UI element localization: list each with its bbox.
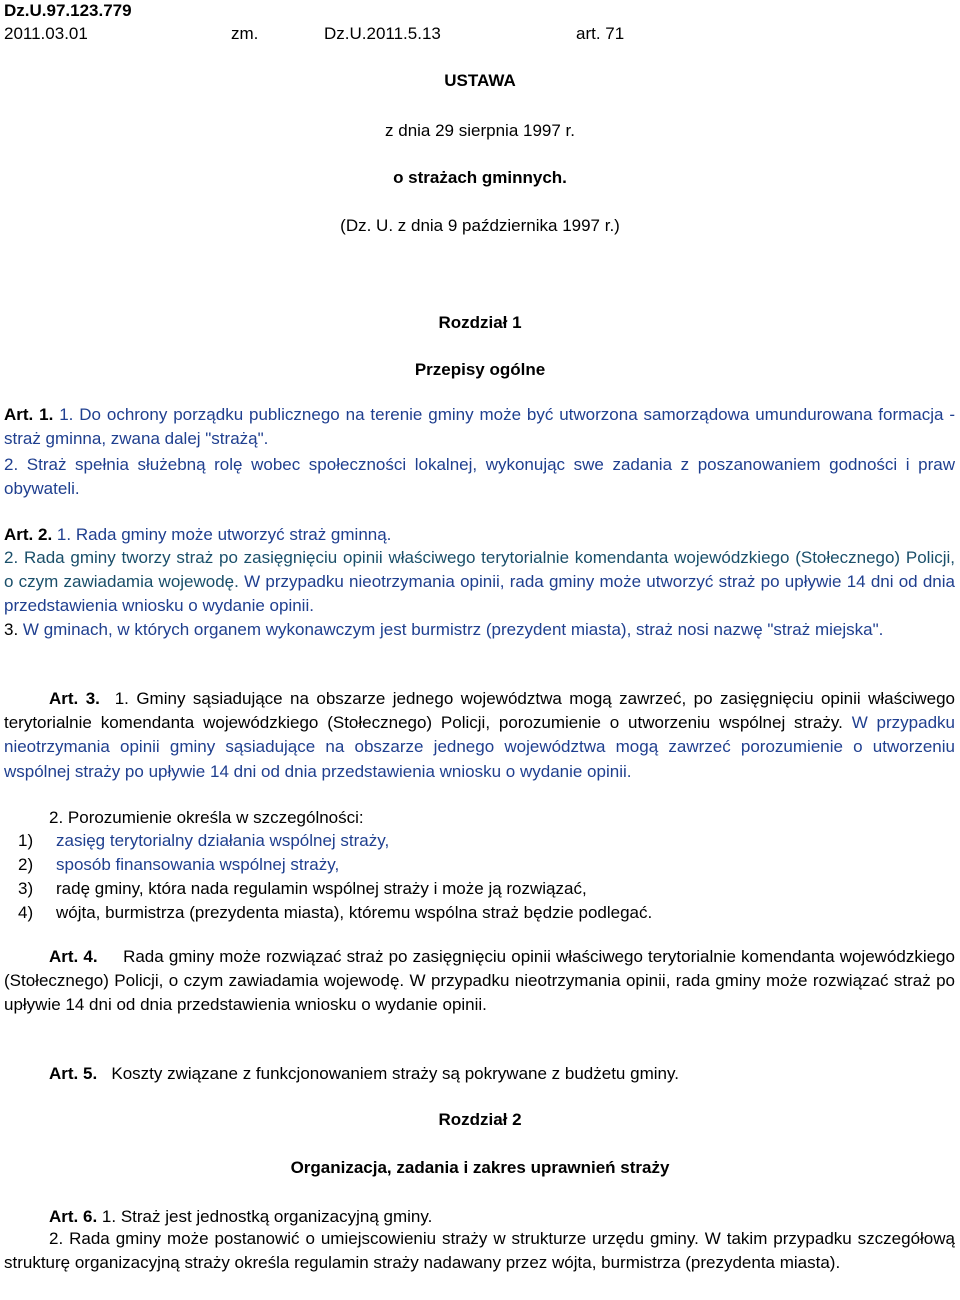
art-3-label: Art. 3. bbox=[49, 689, 100, 708]
act-publication: (Dz. U. z dnia 9 października 1997 r.) bbox=[340, 216, 620, 235]
art-1-p2-text: Straż spełnia służebną rolę wobec społeczności lokalnej, wykonując swe zadania z poszanowaniem godności i praw obywateli. bbox=[4, 455, 955, 499]
art-2-para-2 bbox=[4, 546, 955, 619]
art-2-label: Art. 2. bbox=[4, 525, 53, 544]
chapter-1-title: Przepisy ogólne bbox=[414, 360, 546, 379]
art-6-p1: 1. Straż jest jednostką organizacyjną gminy. bbox=[101, 1207, 433, 1226]
art-5-label: Art. 5. bbox=[49, 1064, 98, 1083]
art-2-para-1 bbox=[4, 523, 955, 547]
consolidation-date: 2011.03.01 bbox=[4, 24, 88, 43]
art-2-para-3 bbox=[4, 618, 955, 642]
act-date: z dnia 29 sierpnia 1997 r. bbox=[385, 121, 575, 140]
art-1-label: Art. 1. bbox=[4, 405, 54, 424]
art-3-para-2: 2. Porozumienie określa w szczególności: bbox=[49, 808, 364, 827]
amendment-ref: Dz.U.2011.5.13 bbox=[324, 24, 441, 43]
amendment-marker: zm. bbox=[231, 24, 259, 43]
art-6-para-1 bbox=[49, 1207, 432, 1227]
art-3-para-1 bbox=[4, 687, 955, 784]
art-1-para-1 bbox=[4, 403, 955, 451]
art-2-p2-num: 2. bbox=[4, 548, 19, 567]
act-subject: o strażach gminnych. bbox=[393, 168, 567, 187]
amendment-article: art. 71 bbox=[576, 24, 625, 43]
art-4-label: Art. 4. bbox=[49, 947, 98, 966]
art-2-p1-text: Rada gminy może utworzyć straż gminną. bbox=[75, 525, 392, 544]
art-3-p1-text-b: W przypadku nieotrzymania opinii gminy sąsiadujące na obszarze jednego województwa mogą zawrzeć porozumienie o utworzeniu wspólnej straży po upływie 14 dni od dnia przedstawienia wniosku o wydanie opinii. bbox=[4, 713, 955, 781]
chapter-2-heading: Rozdział 2 bbox=[438, 1110, 522, 1129]
art-4-text: Rada gminy może rozwiązać straż po zasięgnięciu opinii właściwego terytorialnie komendanta wojewódzkiego (Stołecznego) Policji, o czym zawiadamia wojewodę. W przypadku nieotrzymania opinii, rada gminy może rozwiązać straż po upływie 14 dni od dnia przedstawienia wniosku o wydanie opinii. bbox=[4, 947, 955, 1015]
chapter-2-title: Organizacja, zadania i zakres uprawnień straży bbox=[290, 1158, 670, 1177]
journal-code: Dz.U.97.123.779 bbox=[4, 1, 132, 20]
art-1-para-2 bbox=[4, 453, 955, 501]
art-3-p1-text-a: Gminy sąsiadujące na obszarze jednego województwa mogą zawrzeć, po zasięgnięciu opinii właściwego terytorialnie komendanta wojewódzkiego (Stołecznego) Policji, porozumienie o utworzeniu wspólnej straży. bbox=[4, 689, 955, 733]
art-1-p1-text: Do ochrony porządku publicznego na terenie gminy może być utworzona samorządowa umundurowana formacja - straż gminna, zwana dalej "strażą". bbox=[4, 405, 955, 449]
art-6-para-2: 2. Rada gminy może postanowić o umiejscowieniu straży w strukturze urzędu gminy. W takim przypadku szczegółową strukturę organizacyjną straży określa regulamin straży nadawany przez wójta, burmistrza (prezydenta miasta). bbox=[4, 1229, 955, 1273]
list-item: 4) wójta, burmistrza (prezydenta miasta), któremu wspólna straż będzie podlegać. bbox=[18, 903, 653, 922]
list-item: 1) zasięg terytorialny działania wspólnej straży, bbox=[18, 831, 390, 850]
art-5-para bbox=[49, 1064, 679, 1084]
art-2-p2-text-a: Rada gminy tworzy straż po zasięgnięciu opinii właściwego terytorialnie komendanta wojewódzkiego (Stołecznego) Policji, o czym zawiadamia wojewodę. bbox=[4, 548, 955, 592]
art-2-p3-num: 3. bbox=[4, 620, 19, 639]
act-title: USTAWA bbox=[444, 71, 516, 90]
list-item: 2) sposób finansowania wspólnej straży, bbox=[18, 855, 340, 874]
art-1-p1-num: 1. bbox=[59, 405, 74, 424]
art-2-p2-text-b: W przypadku nieotrzymania opinii, rada gminy może utworzyć straż po upływie 14 dni od dnia przedstawienia wniosku o wydanie opinii. bbox=[4, 572, 955, 616]
art-2-p1-num: 1. bbox=[56, 525, 72, 544]
art-4-para bbox=[4, 945, 955, 1018]
list-item: 3) radę gminy, która nada regulamin wspólnej straży i może ją rozwiązać, bbox=[18, 879, 587, 898]
art-3-p1-num: 1. bbox=[114, 689, 129, 708]
art-5-text: Koszty związane z funkcjonowaniem straży są pokrywane z budżetu gminy. bbox=[111, 1064, 679, 1083]
chapter-1-heading: Rozdział 1 bbox=[438, 313, 522, 332]
art-1-p2-num: 2. bbox=[4, 455, 19, 474]
art-6-label: Art. 6. bbox=[49, 1207, 98, 1226]
art-2-p3-text: W gminach, w których organem wykonawczym jest burmistrz (prezydent miasta), straż nosi nazwę "straż miejska". bbox=[22, 620, 884, 639]
